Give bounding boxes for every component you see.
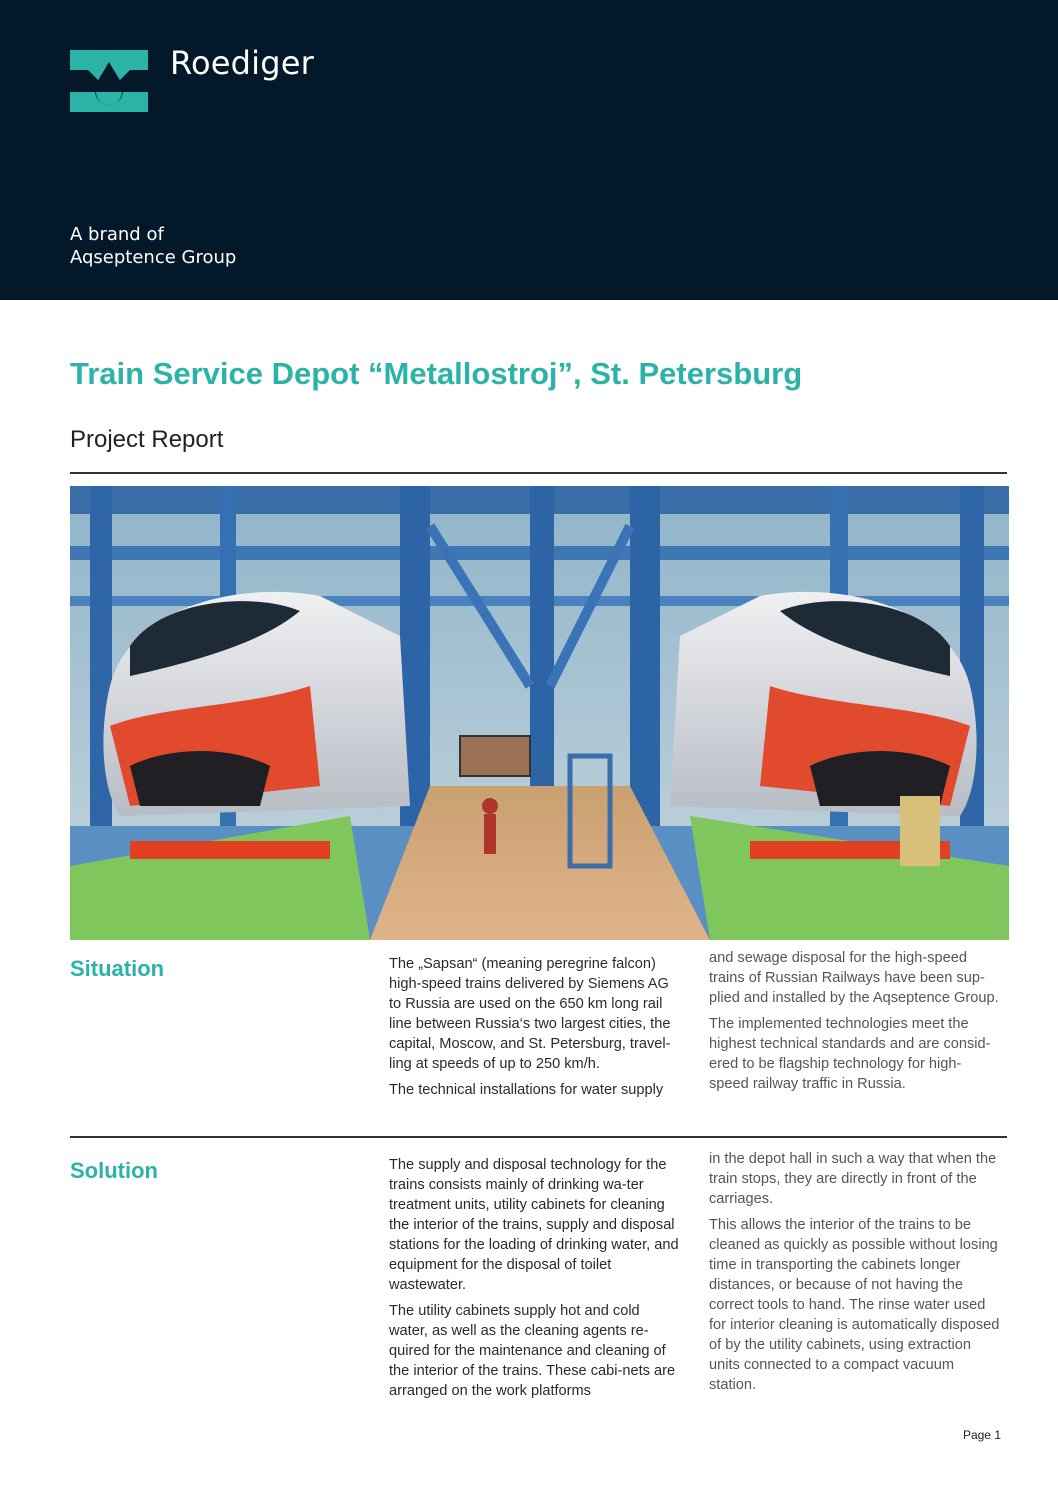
solution-paragraph: in the depot hall in such a way that when the train stops, they are directly in front of the carriages. <box>709 1151 997 1207</box>
brand-name: Roediger <box>170 44 315 82</box>
solution-paragraph: This allows the interior of the trains to be cleaned as quickly as possible without losing time in transporting the cabinets longer distances, or because of not having the correct tools to hand. The rinse water used for interior cleaning is automatically disposed of by the utility cabinets, using extraction units connected to a compact vacuum station. <box>709 1217 1000 1393</box>
solution-paragraph: The utility cabinets supply hot and cold water, as well as the cleaning agents re-quired for the maintenance and cleaning of the interior of the trains. These cabi-nets are arranged on the work platforms <box>389 1303 676 1399</box>
situation-paragraph: and sewage disposal for the high-speed trains of Russian Railways have been sup-plied and installed by the Aqseptence Group. <box>709 950 999 1006</box>
solution-column-2 <box>709 1149 1001 1401</box>
page-title: Train Service Depot “Metallostroj”, St. Petersburg <box>70 356 803 391</box>
tagline-line2: Aqseptence Group <box>70 247 237 268</box>
divider-top <box>70 472 1007 474</box>
solution-heading: Solution <box>70 1158 158 1183</box>
train-depot-illustration <box>70 486 1009 940</box>
situation-paragraph: The technical installations for water supply <box>389 1082 664 1098</box>
situation-heading: Situation <box>70 956 165 981</box>
page-number: Page 1 <box>962 1428 1001 1442</box>
situation-paragraph: The implemented technologies meet the highest technical standards and are consid-ered to be flagship technology for high-speed railway traffic in Russia. <box>709 1016 991 1092</box>
tagline-line1: A brand of <box>70 224 164 245</box>
page-subtitle: Project Report <box>70 426 224 453</box>
situation-column-2 <box>709 948 1001 1100</box>
solution-paragraph: The supply and disposal technology for the trains consists mainly of drinking wa-ter treatment units, utility cabinets for cleaning the interior of the trains, supply and disposal stations for the loading of drinking water, and equipment for the disposal of toilet wastewater. <box>389 1157 679 1293</box>
divider-middle <box>70 1136 1007 1138</box>
solution-column-1 <box>389 1155 681 1407</box>
roediger-logo-icon <box>70 50 148 112</box>
header-banner <box>0 0 1058 300</box>
depot-photo <box>70 486 1009 940</box>
situation-paragraph: The „Sapsan“ (meaning peregrine falcon) high-speed trains delivered by Siemens AG to Russia are used on the 650 km long rail line between Russia‘s two largest cities, the capital, Moscow, and St. Petersburg, travel-ling at speeds of up to 250 km/h. <box>389 956 671 1072</box>
situation-column-1 <box>389 954 681 1106</box>
